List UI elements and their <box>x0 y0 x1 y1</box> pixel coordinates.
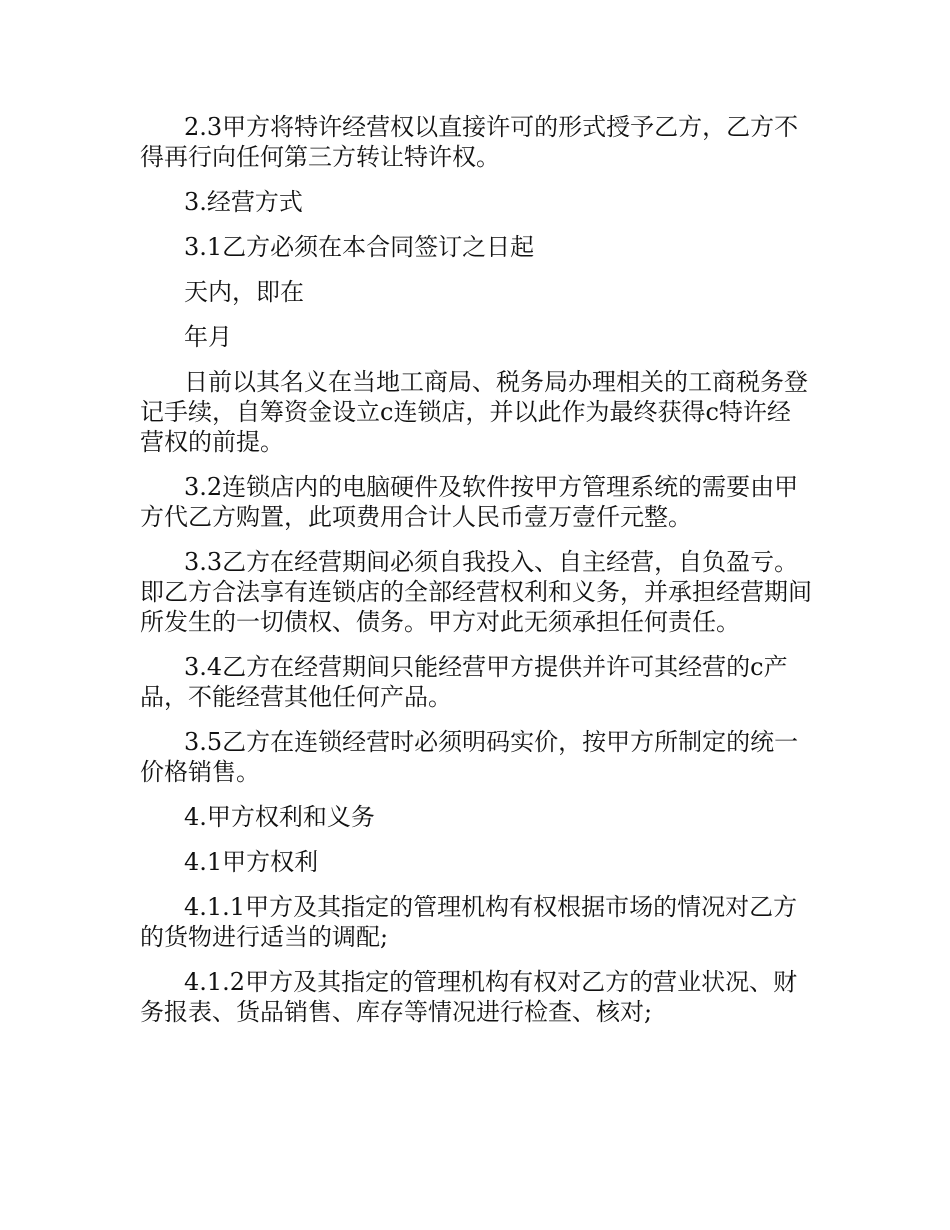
document-body <box>140 112 812 1042</box>
paragraph-3-1: 3.1乙方必须在本合同签订之日起 <box>184 233 535 261</box>
paragraph-3-4: 3.4乙方在经营期间只能经营甲方提供并许可其经营的c产品，不能经营其他任何产品。 <box>140 653 788 711</box>
paragraph-3-2: 3.2连锁店内的电脑硬件及软件按甲方管理系统的需要由甲方代乙方购置，此项费用合计人民币壹万壹仟元整。 <box>140 473 799 531</box>
heading-4: 4.甲方权利和义务 <box>184 803 375 831</box>
heading-4-1: 4.1甲方权利 <box>184 848 319 876</box>
heading-3: 3.经营方式 <box>184 188 303 216</box>
paragraph-3-1-registration: 日前以其名义在当地工商局、税务局办理相关的工商税务登记手续，自筹资金设立c连锁店，并以此作为最终获得c特许经营权的前提。 <box>140 368 808 456</box>
paragraph-4-1-2: 4.1.2甲方及其指定的管理机构有权对乙方的营业状况、财务报表、货品销售、库存等情况进行检查、核对; <box>140 968 798 1026</box>
paragraph-2-3: 2.3甲方将特许经营权以直接许可的形式授予乙方，乙方不得再行向任何第三方转让特许权。 <box>140 113 799 171</box>
paragraph-3-1-date: 年月 <box>184 323 232 351</box>
paragraph-3-5: 3.5乙方在连锁经营时必须明码实价，按甲方所制定的统一价格销售。 <box>140 728 799 786</box>
paragraph-3-3: 3.3乙方在经营期间必须自我投入、自主经营，自负盈亏。即乙方合法享有连锁店的全部经营权利和义务，并承担经营期间所发生的一切债权、债务。甲方对此无须承担任何责任。 <box>140 548 812 636</box>
paragraph-4-1-1: 4.1.1甲方及其指定的管理机构有权根据市场的情况对乙方的货物进行适当的调配; <box>140 893 798 951</box>
paragraph-3-1-days: 天内，即在 <box>184 278 304 306</box>
